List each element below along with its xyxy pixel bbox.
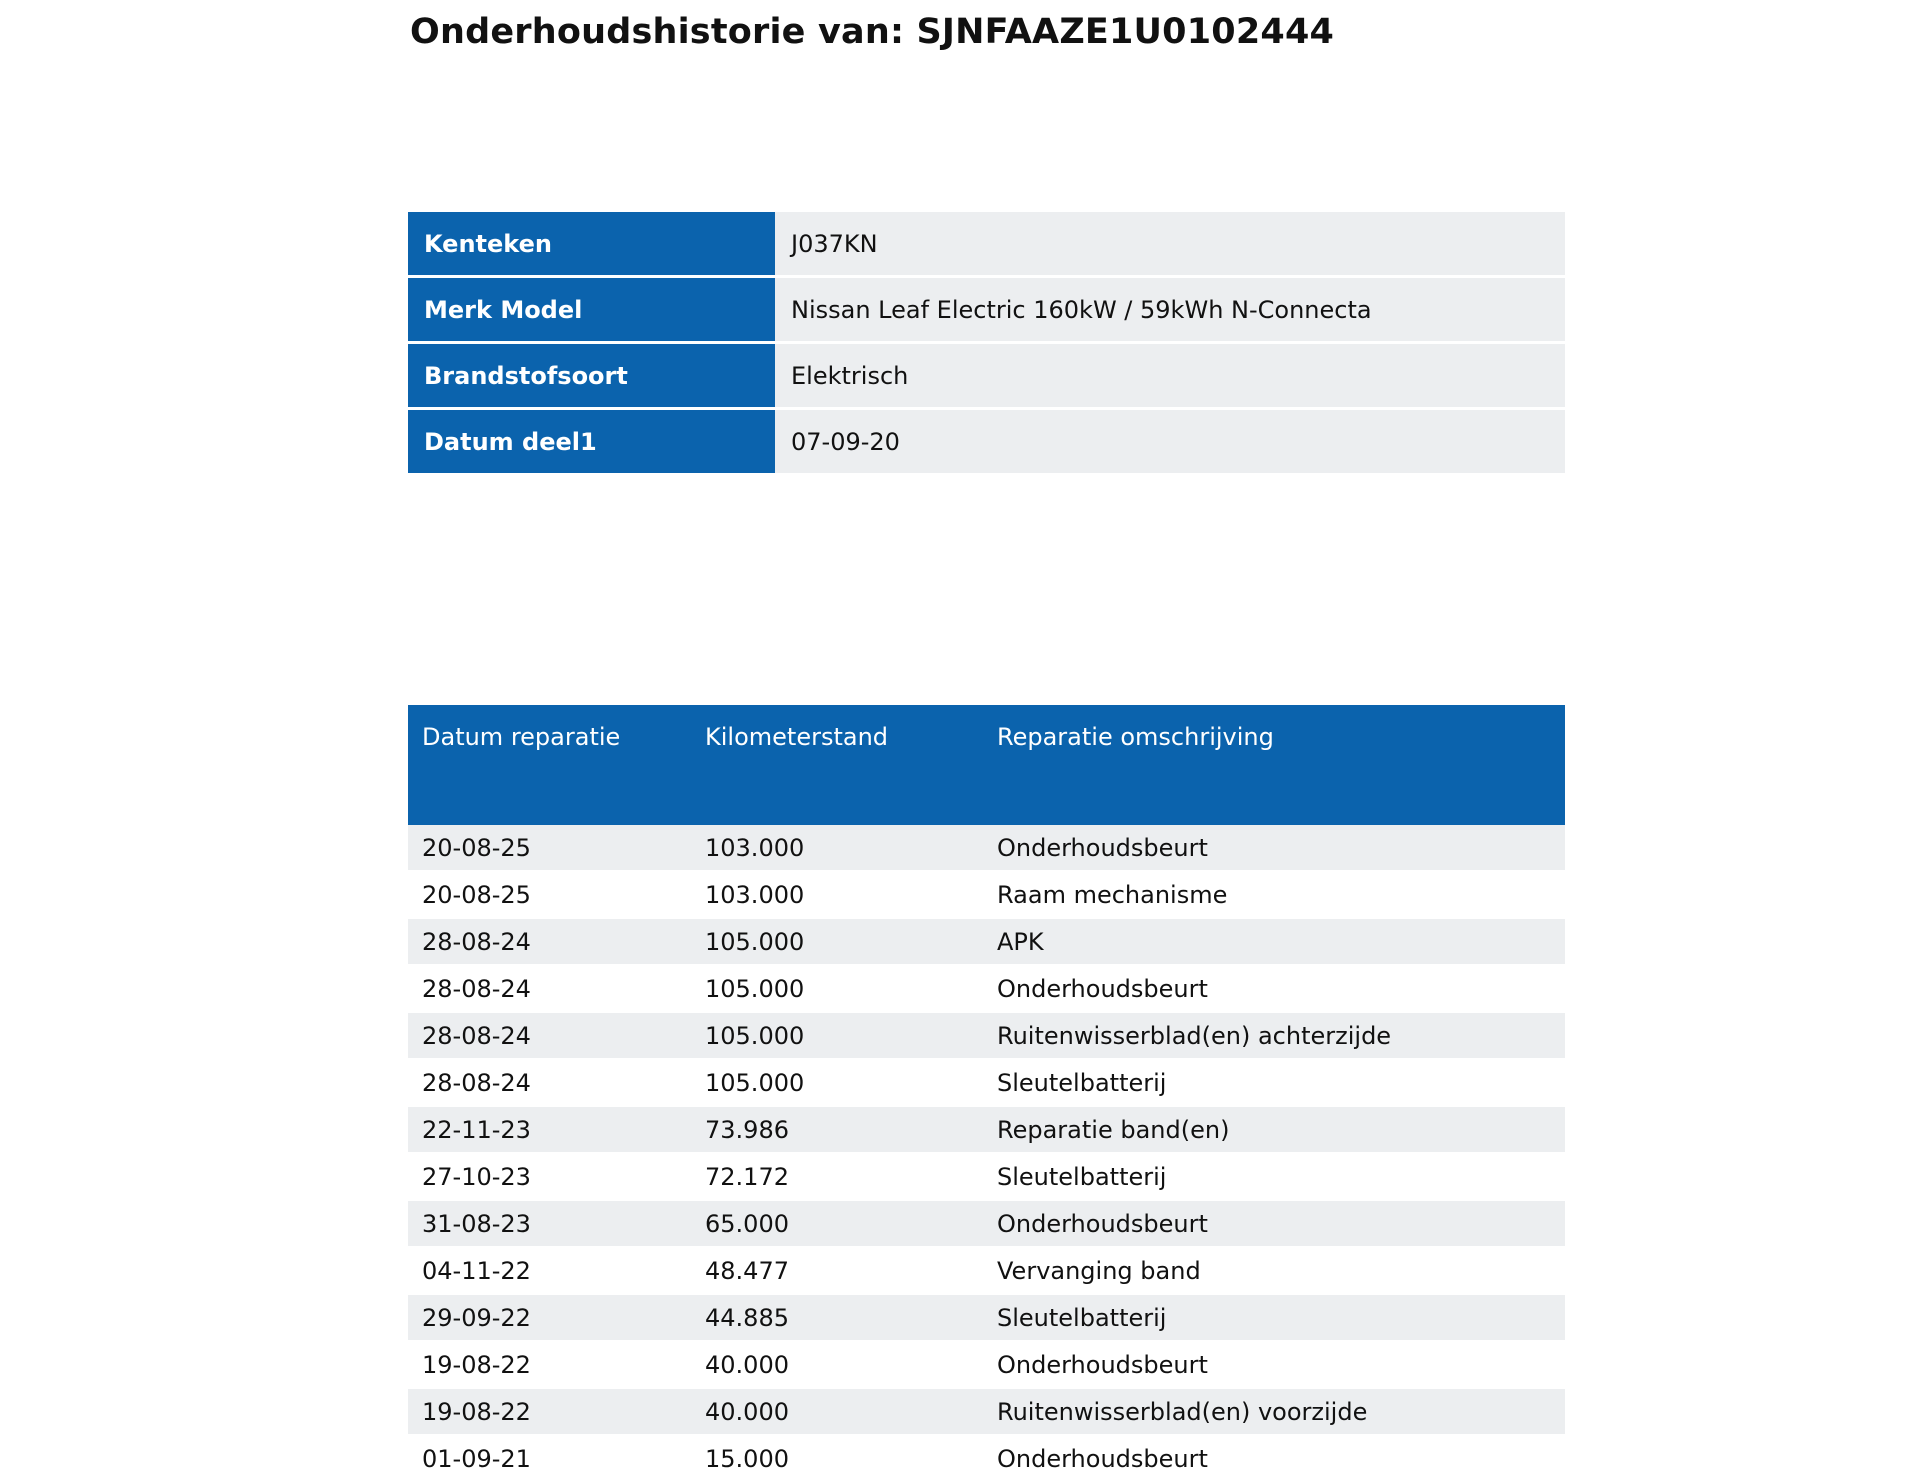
cell-mileage: 65.000 (691, 1200, 983, 1247)
cell-description: APK (983, 918, 1565, 965)
cell-mileage: 105.000 (691, 1059, 983, 1106)
cell-date: 19-08-22 (408, 1341, 691, 1388)
cell-mileage: 105.000 (691, 965, 983, 1012)
cell-description: Sleutelbatterij (983, 1294, 1565, 1341)
table-row (408, 1247, 1565, 1294)
cell-description: Onderhoudsbeurt (983, 825, 1565, 871)
cell-description: Vervanging band (983, 1247, 1565, 1294)
cell-date: 01-09-21 (408, 1435, 691, 1482)
table-row (408, 825, 1565, 871)
cell-date: 29-09-22 (408, 1294, 691, 1341)
cell-date: 28-08-24 (408, 918, 691, 965)
info-label-brandstofsoort: Brandstofsoort (408, 343, 775, 409)
info-label-datum-deel1: Datum deel1 (408, 409, 775, 474)
cell-description: Ruitenwisserblad(en) voorzijde (983, 1388, 1565, 1435)
table-row (408, 1012, 1565, 1059)
table-row (408, 918, 1565, 965)
cell-mileage: 44.885 (691, 1294, 983, 1341)
cell-date: 19-08-22 (408, 1388, 691, 1435)
cell-date: 31-08-23 (408, 1200, 691, 1247)
info-label-merk-model: Merk Model (408, 277, 775, 343)
table-row (408, 212, 1565, 277)
cell-mileage: 103.000 (691, 871, 983, 918)
info-value-merk-model: Nissan Leaf Electric 160kW / 59kWh N-Connecta (775, 277, 1565, 343)
cell-description: Raam mechanisme (983, 871, 1565, 918)
cell-description: Onderhoudsbeurt (983, 1435, 1565, 1482)
cell-date: 28-08-24 (408, 1059, 691, 1106)
cell-description: Sleutelbatterij (983, 1153, 1565, 1200)
table-row (408, 343, 1565, 409)
cell-description: Onderhoudsbeurt (983, 965, 1565, 1012)
cell-description: Reparatie band(en) (983, 1106, 1565, 1153)
column-header-reparatie-omschrijving: Reparatie omschrijving (983, 705, 1565, 825)
column-header-datum-reparatie: Datum reparatie (408, 705, 691, 825)
cell-date: 28-08-24 (408, 965, 691, 1012)
info-label-kenteken: Kenteken (408, 212, 775, 277)
cell-description: Onderhoudsbeurt (983, 1341, 1565, 1388)
cell-mileage: 40.000 (691, 1341, 983, 1388)
table-row (408, 1294, 1565, 1341)
cell-mileage: 105.000 (691, 1012, 983, 1059)
table-row (408, 871, 1565, 918)
table-row (408, 1435, 1565, 1482)
cell-date: 04-11-22 (408, 1247, 691, 1294)
info-value-kenteken: J037KN (775, 212, 1565, 277)
cell-date: 27-10-23 (408, 1153, 691, 1200)
cell-description: Onderhoudsbeurt (983, 1200, 1565, 1247)
table-row (408, 1059, 1565, 1106)
table-row (408, 1106, 1565, 1153)
info-value-brandstofsoort: Elektrisch (775, 343, 1565, 409)
table-row (408, 409, 1565, 474)
table-row (408, 1341, 1565, 1388)
maintenance-history-table (408, 705, 1565, 1483)
table-row (408, 965, 1565, 1012)
cell-date: 28-08-24 (408, 1012, 691, 1059)
history-table-header (408, 705, 1565, 825)
cell-date: 20-08-25 (408, 871, 691, 918)
table-row (408, 1153, 1565, 1200)
column-header-kilometerstand: Kilometerstand (691, 705, 983, 825)
table-header-row (408, 705, 1565, 825)
cell-mileage: 40.000 (691, 1388, 983, 1435)
cell-date: 20-08-25 (408, 825, 691, 871)
page-title: Onderhoudshistorie van: SJNFAAZE1U0102444 (410, 12, 1335, 52)
cell-description: Sleutelbatterij (983, 1059, 1565, 1106)
vehicle-info-body (408, 212, 1565, 473)
cell-mileage: 48.477 (691, 1247, 983, 1294)
info-value-datum-deel1: 07-09-20 (775, 409, 1565, 474)
table-row (408, 1200, 1565, 1247)
cell-mileage: 103.000 (691, 825, 983, 871)
cell-mileage: 105.000 (691, 918, 983, 965)
cell-mileage: 73.986 (691, 1106, 983, 1153)
cell-mileage: 15.000 (691, 1435, 983, 1482)
vehicle-info-table (408, 212, 1565, 473)
history-table-body (408, 825, 1565, 1482)
table-row (408, 277, 1565, 343)
cell-description: Ruitenwisserblad(en) achterzijde (983, 1012, 1565, 1059)
cell-mileage: 72.172 (691, 1153, 983, 1200)
cell-date: 22-11-23 (408, 1106, 691, 1153)
table-row (408, 1388, 1565, 1435)
